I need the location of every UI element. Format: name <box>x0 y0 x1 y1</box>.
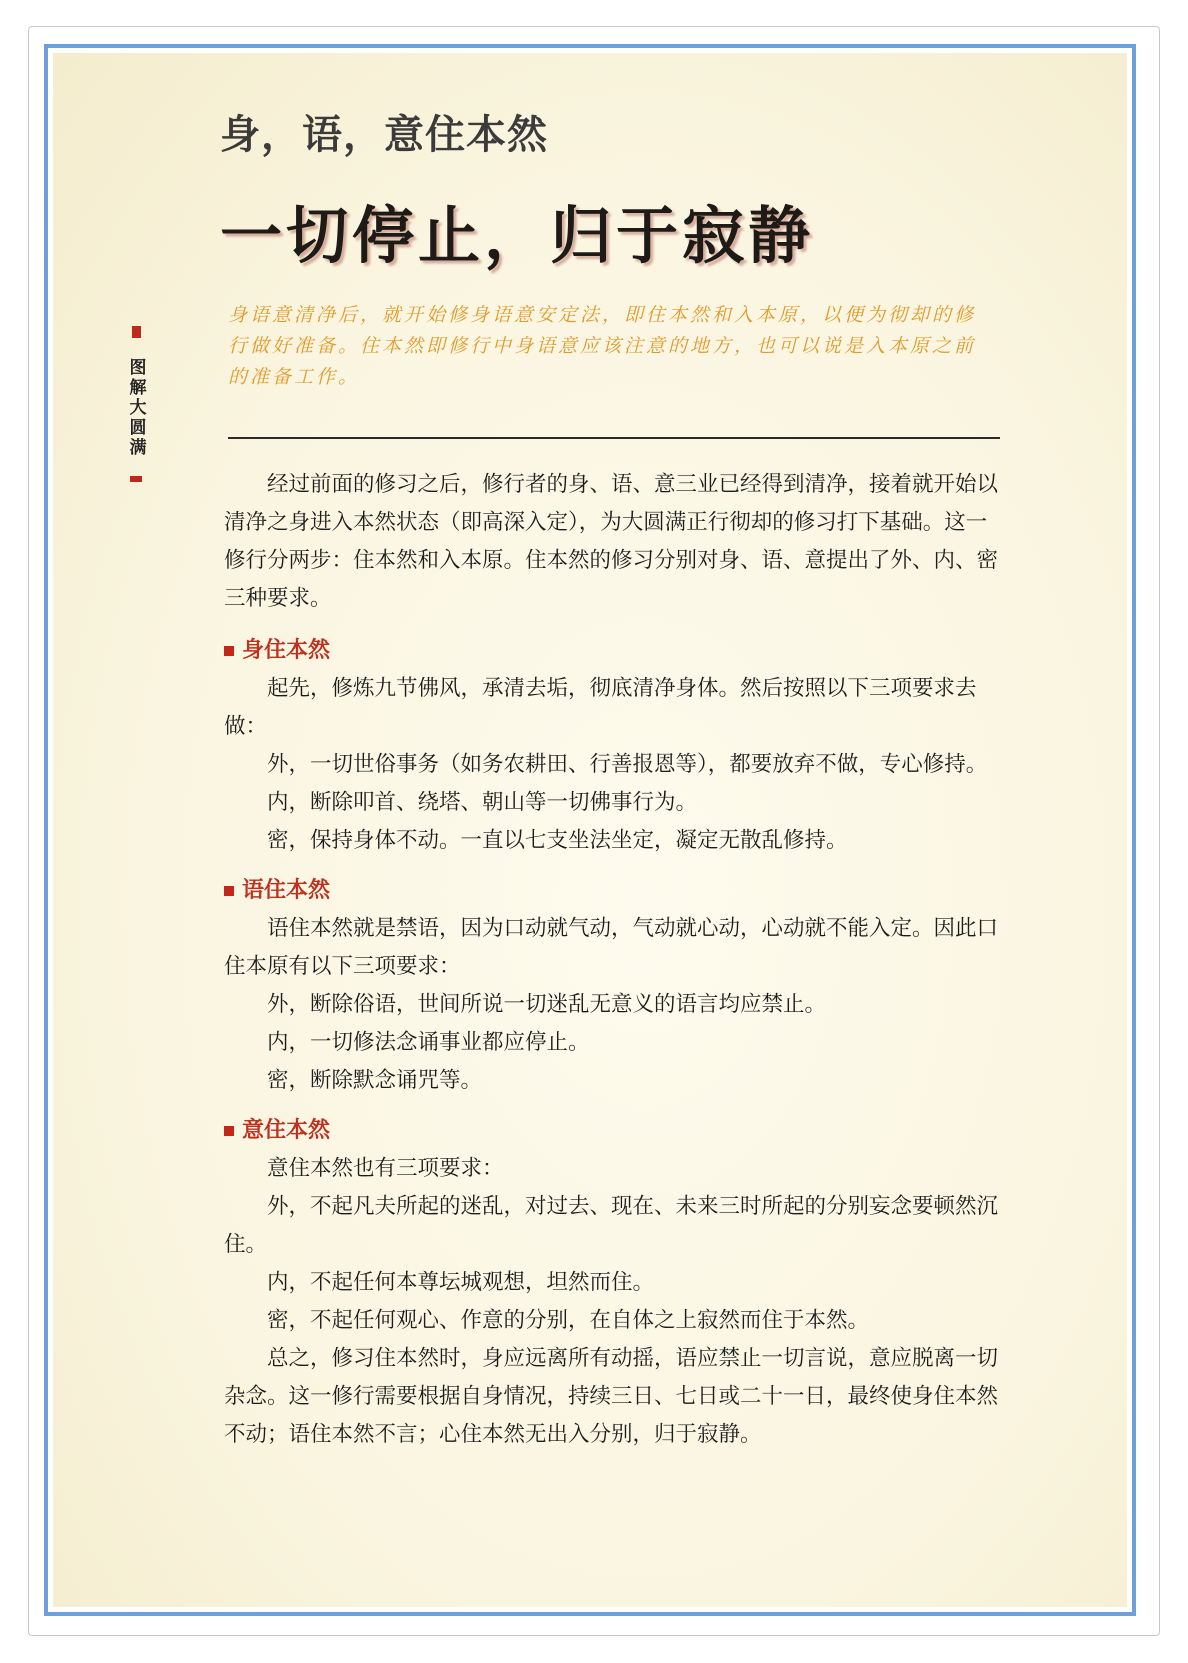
red-square-marker <box>132 326 141 338</box>
book-title-vertical: 图解大圆满 <box>125 358 146 458</box>
paragraph: 意住本然也有三项要求： <box>267 1156 504 1181</box>
article-body <box>224 466 1008 1454</box>
divider-rule <box>228 437 1000 439</box>
section-heading-body <box>224 632 1008 670</box>
sidebar-book-label <box>126 326 146 482</box>
summary-paragraph: 总之，修习住本然时，身应远离所有动摇，语应禁止一切言说，意应脱离一切杂念。这一修行需要根据自身情况，持续三日、七日或二十一日，最终使身住本然不动；语住本然不言；心住本然无出入分别，归于寂静。 <box>224 1346 999 1447</box>
paragraph: 语住本然就是禁语，因为口动就气动，气动就心动，心动就不能入定。因此口住本原有以下三项要求： <box>224 916 999 979</box>
section-heading-mind <box>224 1112 1008 1150</box>
paragraph: 密，不起任何观心、作意的分别，在自体之上寂然而住于本然。 <box>267 1308 870 1333</box>
paragraph: 内，一切修法念诵事业都应停止。 <box>267 1030 590 1055</box>
heading-text: 语住本然 <box>242 878 331 903</box>
opening-paragraph: 经过前面的修习之后，修行者的身、语、意三业已经得到清净，接着就开始以清净之身进入本然状态（即高深入定），为大圆满正行彻却的修习打下基础。这一修行分两步：住本然和入本原。住本然的修习分别对身、语、意提出了外、内、密三种要求。 <box>224 472 999 611</box>
intro-paragraph: 身语意清净后，就开始修身语意安定法，即住本然和入本原，以便为彻却的修行做好准备。住本然即修行中身语意应该注意的地方，也可以说是入本原之前的准备工作。 <box>228 304 977 388</box>
heading-text: 身住本然 <box>242 638 331 663</box>
paragraph: 外，不起凡夫所起的迷乱，对过去、现在、未来三时所起的分别妄念要顿然沉住。 <box>224 1194 999 1257</box>
heading-bullet-icon <box>224 646 234 656</box>
paragraph: 内，断除叩首、绕塔、朝山等一切佛事行为。 <box>267 790 698 815</box>
paragraph: 密，断除默念诵咒等。 <box>267 1068 483 1093</box>
main-title: 一切停止，归于寂静 <box>220 199 815 272</box>
paragraph: 内，不起任何本尊坛城观想，坦然而住。 <box>267 1270 655 1295</box>
red-dash-marker <box>130 476 142 482</box>
heading-text: 意住本然 <box>242 1118 331 1143</box>
section-heading-speech <box>224 872 1008 910</box>
heading-bullet-icon <box>224 1126 234 1136</box>
section-title: 身，语，意住本然 <box>220 112 548 158</box>
paragraph: 外，断除俗语，世间所说一切迷乱无意义的语言均应禁止。 <box>267 992 827 1017</box>
paragraph: 密，保持身体不动。一直以七支坐法坐定，凝定无散乱修持。 <box>267 828 848 853</box>
paragraph: 起先，修炼九节佛风，承清去垢，彻底清净身体。然后按照以下三项要求去做： <box>224 676 977 739</box>
paragraph: 外，一切世俗事务（如务农耕田、行善报恩等），都要放弃不做，专心修持。 <box>267 752 988 777</box>
heading-bullet-icon <box>224 886 234 896</box>
